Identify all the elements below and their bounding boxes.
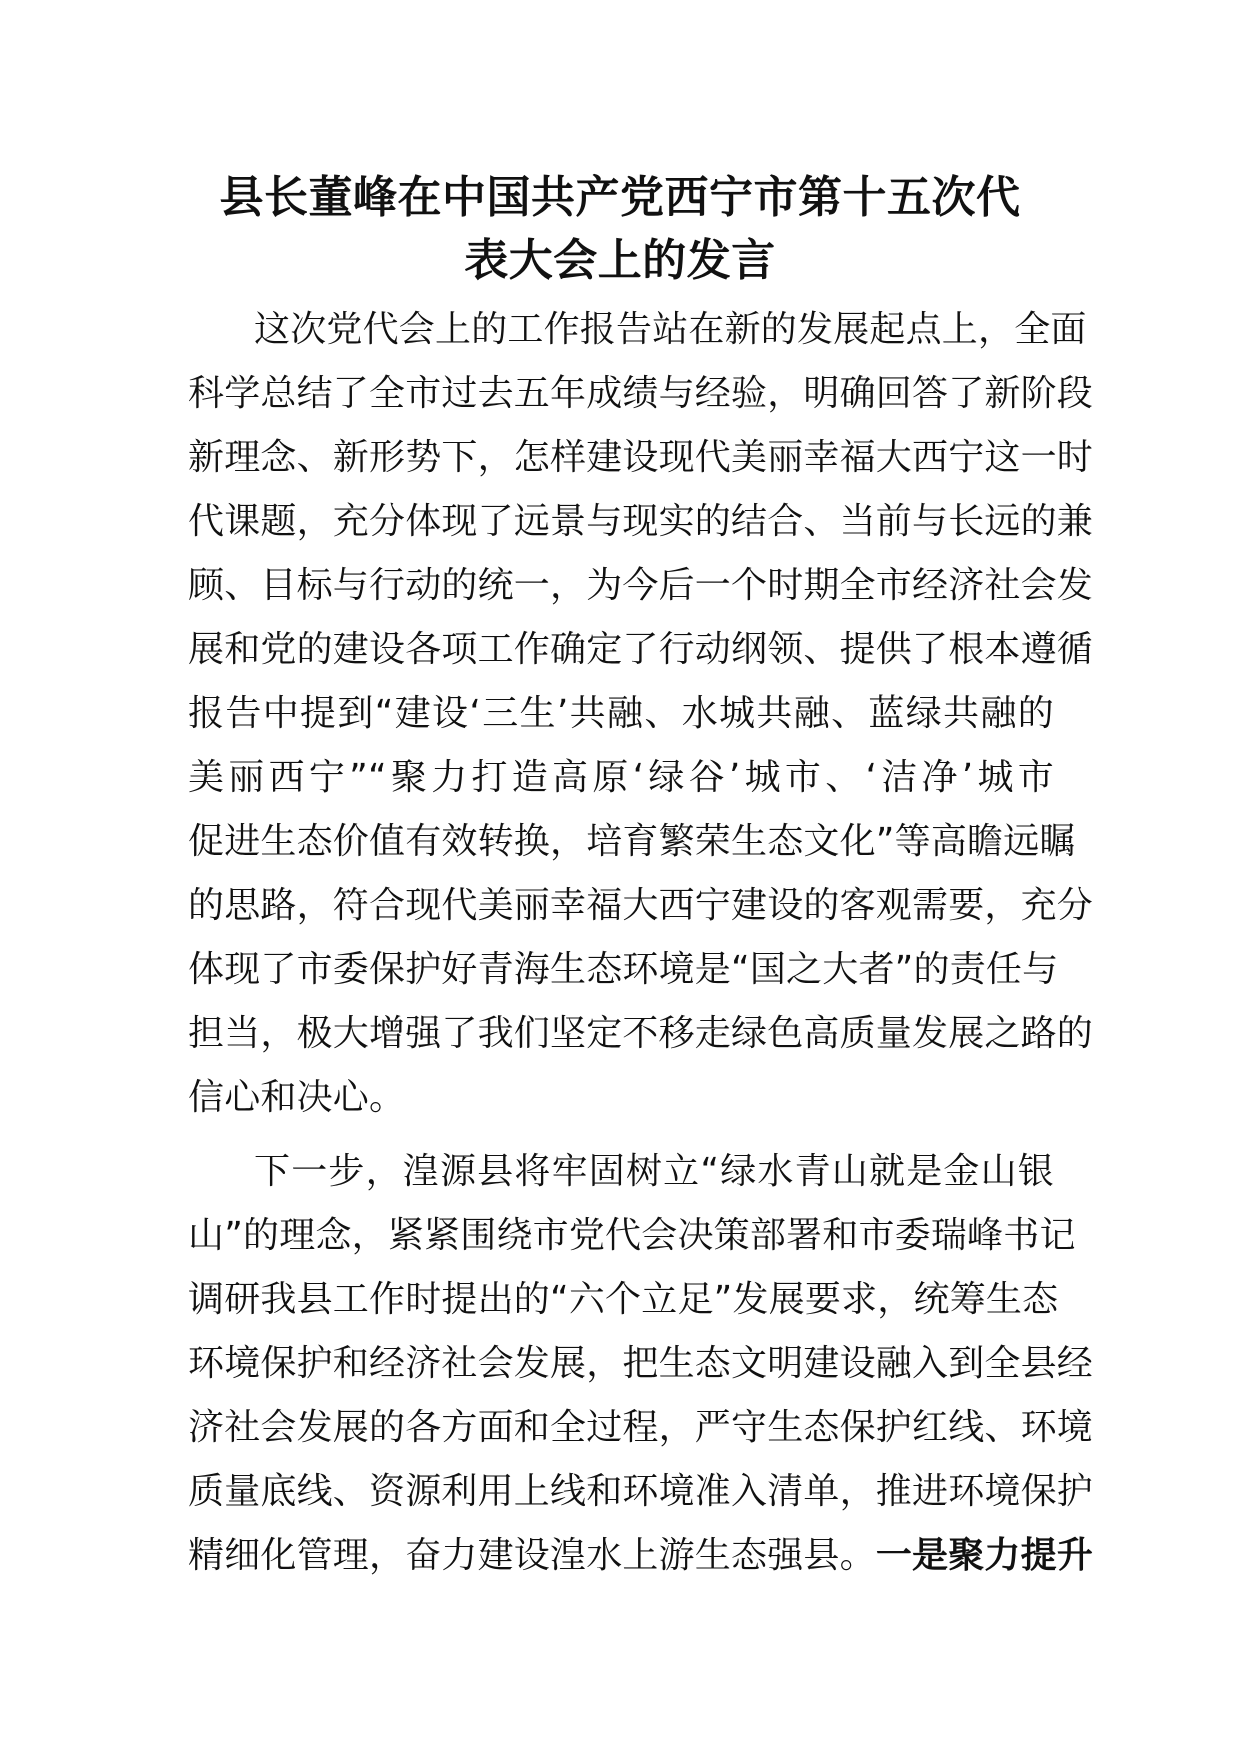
text-line: 环境保护和经济社会发展，把生态文明建设融入到全县经 — [188, 1343, 1094, 1384]
document-title — [180, 166, 1060, 292]
document-body — [188, 298, 1094, 1588]
text-line: 顾、目标与行动的统一，为今后一个时期全市经济社会发 — [188, 565, 1094, 606]
text-line: 科学总结了全市过去五年成绩与经验，明确回答了新阶段 — [188, 373, 1094, 414]
text-line: 代课题，充分体现了远景与现实的结合、当前与长远的兼 — [188, 501, 1094, 542]
paragraph-spacer — [188, 1130, 1054, 1140]
text-line: 质量底线、资源利用上线和环境准入清单，推进环境保护 — [188, 1471, 1094, 1512]
text-line: 山”的理念，紧紧围绕市党代会决策部署和市委瑞峰书记 — [188, 1215, 1076, 1256]
text-line: 济社会发展的各方面和全过程，严守生态保护红线、环境 — [188, 1407, 1094, 1448]
title-line-2: 表大会上的发言 — [464, 235, 776, 286]
text-line-final — [188, 1524, 1094, 1588]
text-line: 展和党的建设各项工作确定了行动纲领、提供了根本遵循 — [188, 629, 1094, 670]
text-line: 新理念、新形势下，怎样建设现代美丽幸福大西宁这一时 — [188, 437, 1094, 478]
text-line: 这次党代会上的工作报告站在新的发展起点上，全面 — [254, 309, 1087, 350]
text-line: 促进生态价值有效转换，培育繁荣生态文化”等高瞻远瞩 — [188, 821, 1076, 862]
text-run: 精细化管理，奋力建设湟水上游生态强县。 — [188, 1535, 876, 1576]
paragraph-1 — [188, 298, 1094, 1130]
text-line: 担当，极大增强了我们坚定不移走绿色高质量发展之路的 — [188, 1013, 1094, 1054]
bold-heading-run: 一是聚力提升 — [875, 1535, 1094, 1576]
text-line: 报告中提到“建设‘三生’共融、水城共融、蓝绿共融的 — [188, 693, 1054, 734]
text-line: 美丽西宁”“聚力打造高原‘绿谷’城市、‘洁净’城市 — [188, 757, 1054, 798]
paragraph-2 — [188, 1140, 1094, 1588]
text-line: 体现了市委保护好青海生态环境是“国之大者”的责任与 — [188, 949, 1059, 990]
text-line: 信心和决心。 — [188, 1077, 406, 1118]
text-line: 调研我县工作时提出的“六个立足”发展要求，统筹生态 — [188, 1279, 1059, 1320]
text-line: 下一步，湟源县将牢固树立“绿水青山就是金山银 — [254, 1151, 1054, 1192]
title-line-1: 县长董峰在中国共产党西宁市第十五次代 — [219, 172, 1021, 223]
text-line: 的思路，符合现代美丽幸福大西宁建设的客观需要，充分 — [188, 885, 1094, 926]
